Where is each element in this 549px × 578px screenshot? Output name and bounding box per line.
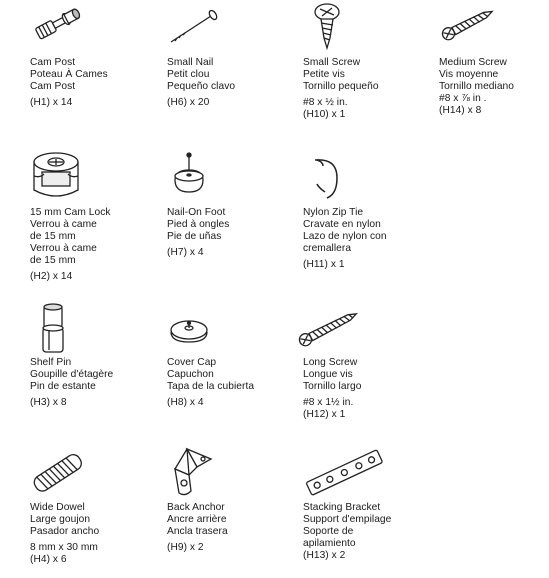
small-nail-drawing — [167, 6, 297, 60]
part-quantity: (H8) x 4 — [167, 397, 204, 408]
part-quantity: (H13) x 2 — [303, 550, 346, 561]
part-name-en: Nail-On Foot — [167, 207, 226, 218]
part-label — [439, 57, 549, 117]
part-quantity: (H12) x 1 — [303, 409, 346, 420]
part-name-en: Stacking Bracket — [303, 502, 381, 513]
part-quantity: (H2) x 14 — [30, 271, 73, 282]
wide-dowel-icon — [30, 447, 160, 501]
part-size: #8 x ⅞ in . — [439, 93, 487, 104]
cam-lock-icon — [30, 150, 160, 204]
part-name-en: Back Anchor — [167, 502, 225, 513]
part-name-fr: Verrou à came de 15 mm — [30, 219, 97, 242]
part-quantity: (H3) x 8 — [30, 397, 67, 408]
part-name-es: Cam Post — [30, 81, 76, 92]
part-name-es: Ancla trasera — [167, 526, 228, 537]
part-name-fr: Poteau À Cames — [30, 69, 108, 80]
long-screw-icon — [303, 310, 433, 364]
part-name-en: Shelf Pin — [30, 357, 72, 368]
part-name-es: Tapa de la cubierta — [167, 381, 255, 392]
part-quantity: (H6) x 20 — [167, 97, 210, 108]
part-name-fr: Large goujon — [30, 514, 91, 525]
part-quantity: (H1) x 14 — [30, 97, 73, 108]
nail-on-foot-drawing — [167, 150, 297, 204]
part-quantity: (H14) x 8 — [439, 105, 482, 116]
cam-post-icon — [30, 6, 160, 60]
stacking-bracket-icon — [303, 447, 433, 501]
part-label — [30, 357, 160, 409]
part-quantity: (H10) x 1 — [303, 109, 346, 120]
part-name-es: Verrou à came de 15 mm — [30, 243, 97, 266]
long-screw-drawing — [303, 310, 433, 364]
nylon-zip-tie-icon — [303, 154, 433, 208]
part-name-fr: Longue vis — [303, 369, 353, 380]
part-name-es: Pin de estante — [30, 381, 96, 392]
part-label — [30, 502, 160, 566]
part-quantity: (H11) x 1 — [303, 259, 345, 270]
part-name-es: Tornillo largo — [303, 381, 362, 392]
part-label — [303, 57, 433, 121]
shelf-pin-icon — [30, 302, 160, 356]
part-name-en: Small Screw — [303, 57, 361, 68]
part-quantity: (H7) x 4 — [167, 247, 204, 258]
part-name-fr: Cravate en nylon — [303, 219, 381, 230]
part-name-es: Pasador ancho — [30, 526, 100, 537]
part-size: #8 x 1½ in. — [303, 397, 354, 408]
part-name-en: Cover Cap — [167, 357, 217, 368]
part-name-fr: Goupille d'étagère — [30, 369, 114, 380]
part-name-es: Tornillo pequeño — [303, 81, 379, 92]
part-label — [303, 207, 433, 271]
part-name-en: Medium Screw — [439, 57, 507, 68]
shelf-pin-drawing — [30, 302, 160, 356]
part-name-fr: Ancre arrière — [167, 514, 227, 525]
part-label — [167, 57, 297, 109]
part-name-es: Pie de uñas — [167, 231, 222, 242]
part-label — [167, 207, 297, 259]
cover-cap-icon — [167, 310, 297, 364]
part-label — [303, 357, 433, 421]
part-name-es: Soporte de apilamiento — [303, 526, 356, 549]
part-label — [167, 357, 297, 409]
part-name-fr: Pied à ongles — [167, 219, 230, 230]
part-name-en: Wide Dowel — [30, 502, 85, 513]
part-label — [303, 502, 433, 562]
part-name-en: 15 mm Cam Lock — [30, 207, 111, 218]
part-name-fr: Capuchon — [167, 369, 214, 380]
part-name-en: Long Screw — [303, 357, 358, 368]
cover-cap-drawing — [167, 310, 297, 364]
part-name-fr: Petit clou — [167, 69, 210, 80]
medium-screw-drawing — [439, 6, 549, 60]
part-quantity: (H4) x 6 — [30, 554, 67, 565]
part-name-es: Tornillo mediano — [439, 81, 514, 92]
part-label — [167, 502, 297, 554]
part-name-en: Nylon Zip Tie — [303, 207, 364, 218]
part-name-es: Lazo de nylon con cremallera — [303, 231, 387, 254]
part-size: 8 mm x 30 mm — [30, 542, 98, 553]
nylon-zip-tie-drawing — [303, 154, 433, 208]
part-label — [30, 207, 160, 283]
small-screw-drawing — [303, 0, 433, 54]
cam-post-drawing — [30, 6, 160, 60]
back-anchor-drawing — [167, 445, 297, 499]
part-name-en: Cam Post — [30, 57, 76, 68]
part-name-fr: Vis moyenne — [439, 69, 499, 80]
nail-on-foot-icon — [167, 150, 297, 204]
part-name-es: Pequeño clavo — [167, 81, 236, 92]
back-anchor-icon — [167, 445, 297, 499]
part-label — [30, 57, 160, 109]
small-screw-icon — [303, 0, 433, 54]
small-nail-icon — [167, 6, 297, 60]
part-name-en: Small Nail — [167, 57, 214, 68]
part-size: #8 x ½ in. — [303, 97, 348, 108]
part-name-fr: Petite vis — [303, 69, 345, 80]
stacking-bracket-drawing — [303, 447, 433, 501]
part-quantity: (H9) x 2 — [167, 542, 204, 553]
wide-dowel-drawing — [30, 447, 160, 501]
part-name-fr: Support d'empilage — [303, 514, 392, 525]
cam-lock-drawing — [30, 150, 160, 204]
medium-screw-icon — [439, 6, 549, 60]
